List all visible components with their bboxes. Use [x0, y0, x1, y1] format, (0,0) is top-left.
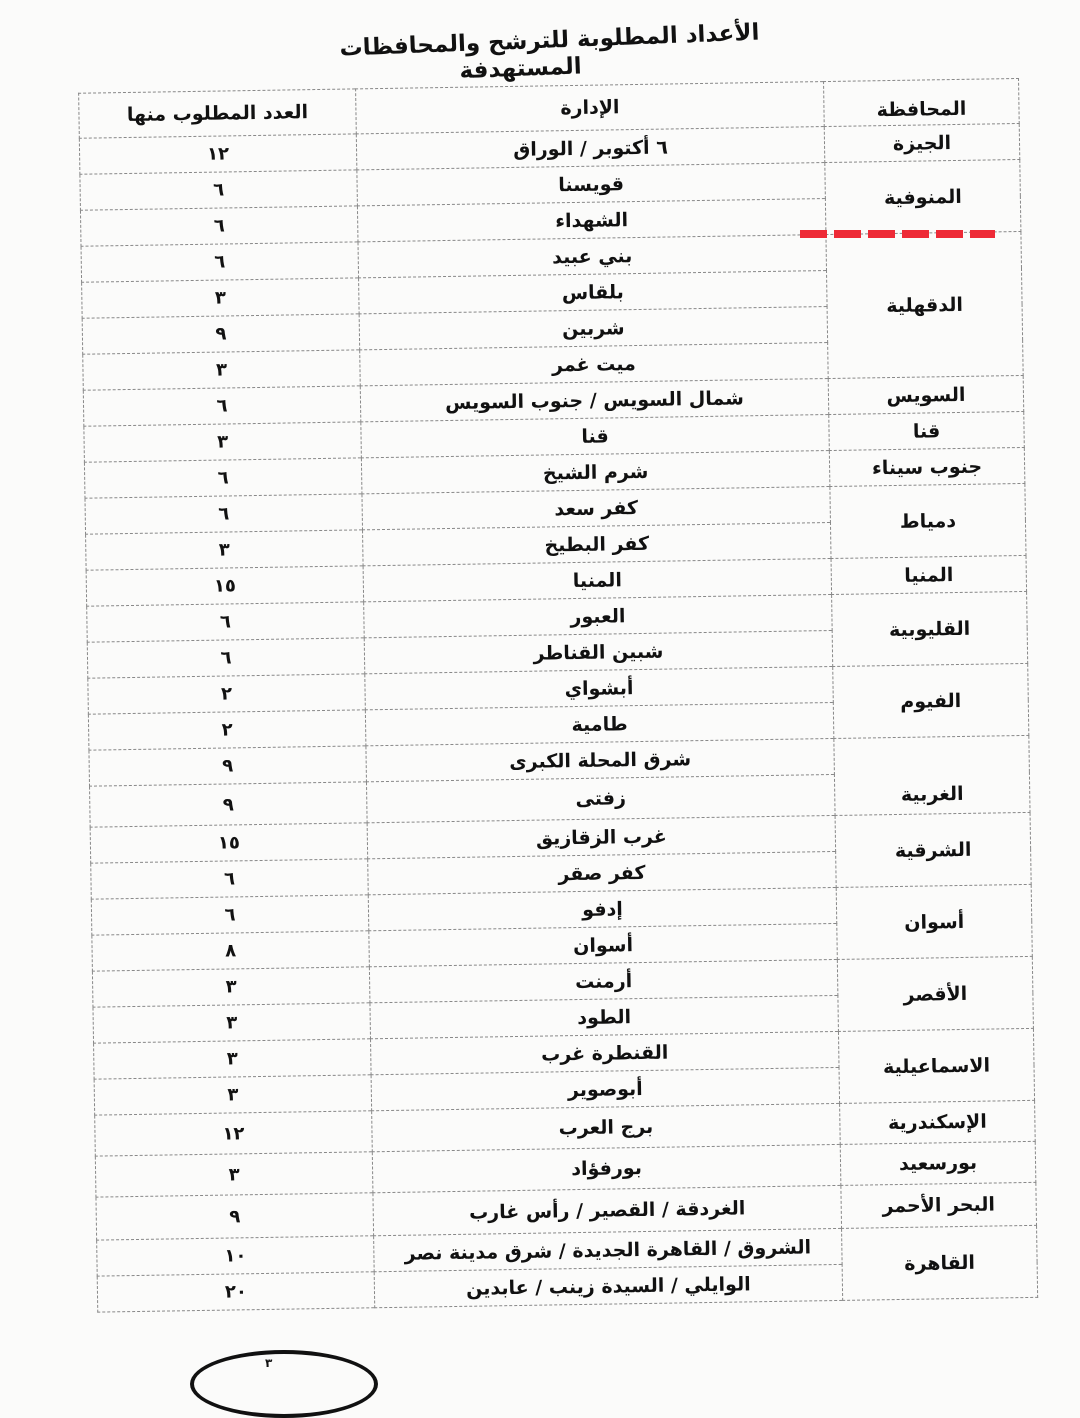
administration-cell: أبشواي	[365, 666, 834, 709]
count-cell: ٣	[86, 530, 364, 570]
candidates-table-wrapper	[78, 78, 1037, 1313]
count-cell: ٣	[94, 1039, 372, 1079]
count-cell: ١٢	[95, 1111, 373, 1156]
administration-cell: الغردقة / القصير / رأس غارب	[373, 1185, 842, 1235]
administration-cell: شبين القناطر	[364, 630, 833, 673]
governorate-cell: جنوب سيناء	[829, 447, 1025, 486]
count-cell: ٣	[93, 1003, 371, 1043]
count-cell: ٦	[84, 458, 362, 498]
administration-cell: أبوصوير	[371, 1067, 840, 1110]
administration-cell: الطود	[370, 995, 839, 1038]
governorate-cell: قنا	[829, 411, 1025, 450]
governorate-cell: أسوان	[836, 884, 1032, 959]
count-cell: ٨	[92, 931, 370, 971]
governorate-cell: الأقصر	[837, 956, 1033, 1031]
governorate-cell: الجيزة	[824, 123, 1020, 162]
administration-cell: طامية	[365, 702, 834, 745]
administration-cell: ميت غمر	[360, 343, 829, 386]
governorate-cell: الغربية	[834, 735, 1030, 815]
count-cell: ٩	[90, 782, 368, 827]
count-cell: ٦	[85, 494, 363, 534]
administration-cell: الشهداء	[357, 199, 826, 242]
count-cell: ٩	[82, 314, 360, 354]
administration-cell: بورفؤاد	[372, 1144, 841, 1192]
governorate-cell: دمياط	[830, 483, 1026, 558]
administration-cell: شمال السويس / جنوب السويس	[360, 379, 829, 422]
administration-cell: غرب الزقازيق	[367, 815, 836, 858]
count-cell: ٦	[91, 859, 369, 899]
governorate-cell: الشرقية	[835, 812, 1031, 887]
administration-cell: بني عبيد	[358, 235, 827, 278]
count-cell: ٦	[87, 602, 365, 642]
administration-cell: ٦ أكتوبر / الوراق	[356, 127, 825, 170]
count-cell: ٣	[82, 278, 360, 318]
administration-cell: كفر البطيخ	[363, 523, 832, 566]
administration-cell: أسوان	[369, 923, 838, 966]
count-cell: ١٥	[90, 823, 368, 863]
administration-cell: أرمنت	[369, 959, 838, 1002]
count-cell: ٣	[84, 422, 362, 462]
administration-cell: شرم الشيخ	[361, 451, 830, 494]
count-cell: ٦	[83, 386, 361, 426]
administration-cell: زفتى	[366, 774, 835, 822]
administration-cell: العبور	[364, 594, 833, 637]
count-cell: ٦	[87, 638, 365, 678]
governorate-cell: السويس	[828, 375, 1024, 414]
title-line-1: الأعداد المطلوبة للترشح والمحافظات	[339, 19, 760, 62]
count-cell: ٦	[91, 895, 369, 935]
count-cell: ٩	[96, 1193, 374, 1240]
document-title	[299, 19, 781, 91]
governorate-cell: القليوبية	[832, 591, 1028, 666]
governorate-cell: الاسماعيلية	[838, 1028, 1034, 1103]
count-cell: ١٢	[79, 134, 357, 174]
title-line-2: المستهدفة	[458, 53, 583, 85]
official-stamp	[190, 1350, 378, 1418]
count-cell: ٢	[88, 710, 366, 750]
count-cell: ٣	[94, 1075, 372, 1115]
governorate-cell: بورسعيد	[840, 1141, 1036, 1185]
header-required-count: العدد المطلوب منها	[79, 89, 357, 138]
governorate-cell: الإسكندرية	[840, 1100, 1036, 1144]
count-cell: ٣	[95, 1152, 373, 1197]
administration-cell: الشروق / القاهرة الجديدة / شرق مدينة نصر	[374, 1228, 843, 1271]
governorate-cell: الفيوم	[833, 663, 1029, 738]
header-administration: الإدارة	[356, 82, 825, 134]
administration-cell: شربين	[359, 307, 828, 350]
administration-cell: القنطرة غرب	[371, 1031, 840, 1074]
candidates-table	[78, 78, 1038, 1313]
count-cell: ٣	[92, 967, 370, 1007]
stamp-text: ٣	[265, 1356, 273, 1370]
count-cell: ٦	[81, 242, 359, 282]
administration-cell: كفر سعد	[362, 487, 831, 530]
administration-cell: قويسنا	[357, 163, 826, 206]
governorate-cell: الدقهلية	[826, 231, 1023, 378]
administration-cell: بلقاس	[359, 271, 828, 314]
administration-cell: الوايلي / السيدة زينب / عابدين	[374, 1264, 843, 1307]
governorate-cell: المنوفية	[825, 159, 1021, 234]
count-cell: ٣	[83, 350, 361, 390]
count-cell: ٩	[89, 746, 367, 786]
count-cell: ٢	[88, 674, 366, 714]
governorate-cell: المنيا	[831, 555, 1027, 594]
governorate-cell: القاهرة	[842, 1225, 1038, 1300]
governorate-cell: البحر الأحمر	[841, 1182, 1037, 1228]
count-cell: ٢٠	[97, 1272, 375, 1312]
count-cell: ٦	[80, 170, 358, 210]
administration-cell: المنيا	[363, 558, 832, 601]
count-cell: ١٠	[97, 1236, 375, 1276]
administration-cell: كفر صقر	[368, 851, 837, 894]
count-cell: ١٥	[86, 566, 364, 606]
administration-cell: قنا	[361, 415, 830, 458]
header-governorate: المحافظة	[824, 78, 1020, 126]
administration-cell: برج العرب	[372, 1103, 841, 1151]
administration-cell: شرق المحلة الكبرى	[366, 738, 835, 781]
administration-cell: إدفو	[368, 887, 837, 930]
count-cell: ٦	[80, 206, 358, 246]
red-dashed-annotation-line	[800, 230, 995, 238]
